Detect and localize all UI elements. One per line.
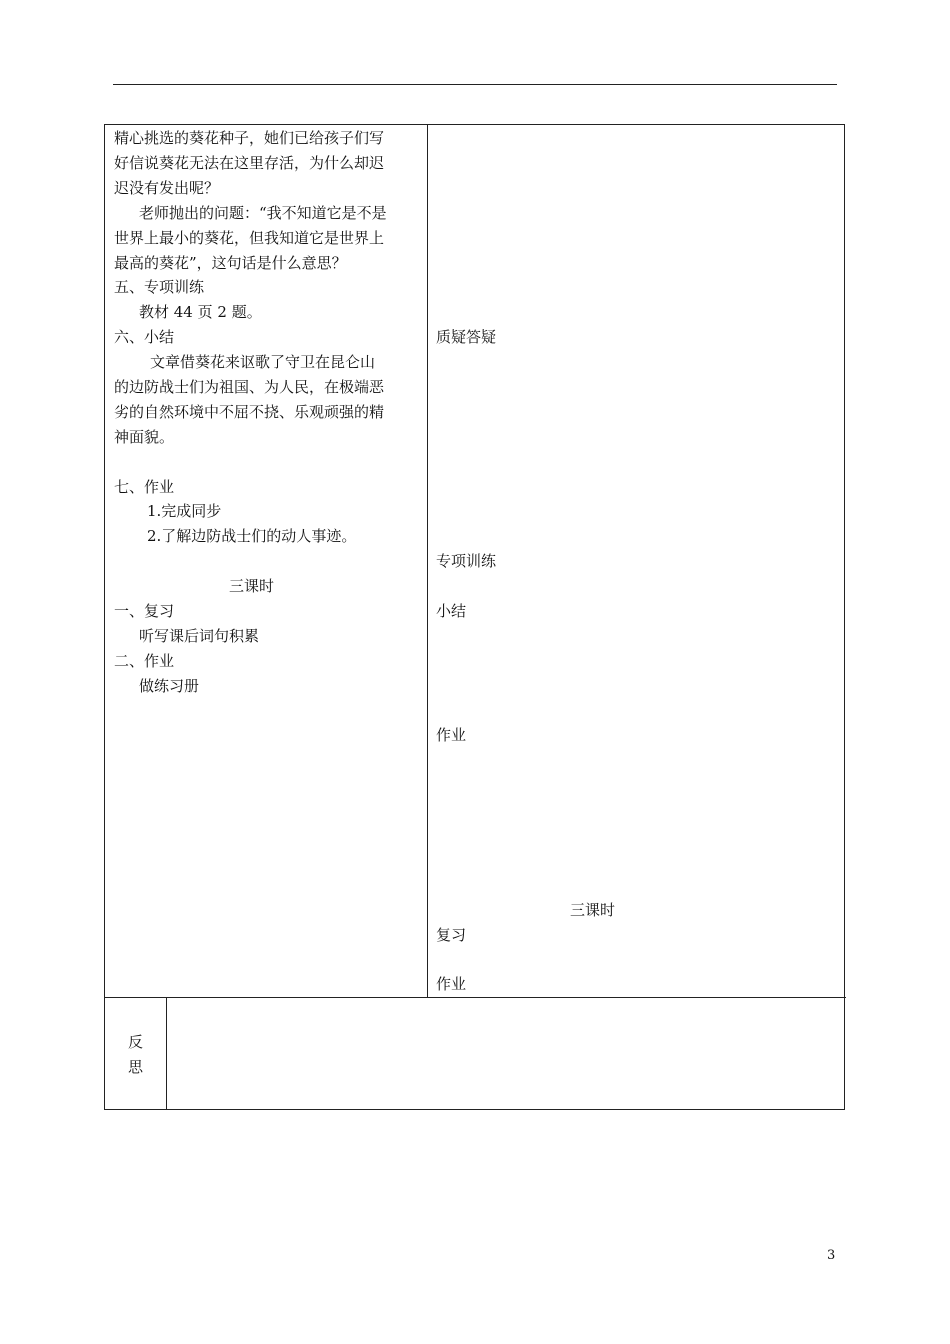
section6-line3: 劣的自然环境中不屈不挠、乐观顽强的精 (114, 403, 385, 421)
homework-item: 做练习册 (139, 677, 200, 695)
page-number: 3 (827, 1248, 836, 1263)
right-homework2: 作业 (436, 975, 467, 993)
reflection-label-2: 思 (128, 1058, 144, 1076)
review-item: 听写课后词句积累 (139, 627, 260, 645)
section6-line1: 文章借葵花来讴歌了守卫在昆仑山 (150, 353, 376, 371)
section7-item1: 1.完成同步 (147, 502, 222, 520)
right-summary: 小结 (436, 602, 467, 620)
section5-title: 五、专项训练 (114, 278, 205, 296)
right-training: 专项训练 (436, 552, 497, 570)
right-review: 复习 (436, 926, 467, 944)
lesson3-heading-left: 三课时 (229, 577, 275, 595)
section6-line4: 神面貌。 (114, 428, 175, 446)
right-homework: 作业 (436, 726, 467, 744)
section6-line2: 的边防战士们为祖国、为人民，在极端恶 (114, 378, 385, 396)
review-title: 一、复习 (114, 602, 175, 620)
right-qa: 质疑答疑 (436, 328, 497, 346)
row-divider (105, 997, 846, 998)
header-rule (113, 84, 837, 85)
section7-item2: 2.了解边防战士们的动人事迹。 (147, 527, 357, 545)
lesson3-heading-right: 三课时 (570, 901, 616, 919)
left-p1-line2: 好信说葵花无法在这里存活，为什么却迟 (114, 154, 385, 172)
column-divider (427, 125, 428, 997)
section5-item: 教材 44 页 2 题。 (139, 303, 262, 321)
left-p2-line2: 世界上最小的葵花，但我知道它是世界上 (114, 229, 385, 247)
left-p1-line1: 精心挑选的葵花种子，她们已给孩子们写 (114, 129, 385, 147)
reflection-label-1: 反 (128, 1033, 144, 1051)
section7-title: 七、作业 (114, 478, 175, 496)
left-p2-line3: 最高的葵花”，这句话是什么意思？ (114, 254, 347, 272)
homework-title: 二、作业 (114, 652, 175, 670)
section6-title: 六、小结 (114, 328, 175, 346)
left-p1-line3: 迟没有发出呢？ (114, 179, 220, 197)
reflection-divider (166, 997, 167, 1110)
left-p2-line1: 老师抛出的问题：“我不知道它是不是 (139, 204, 387, 222)
